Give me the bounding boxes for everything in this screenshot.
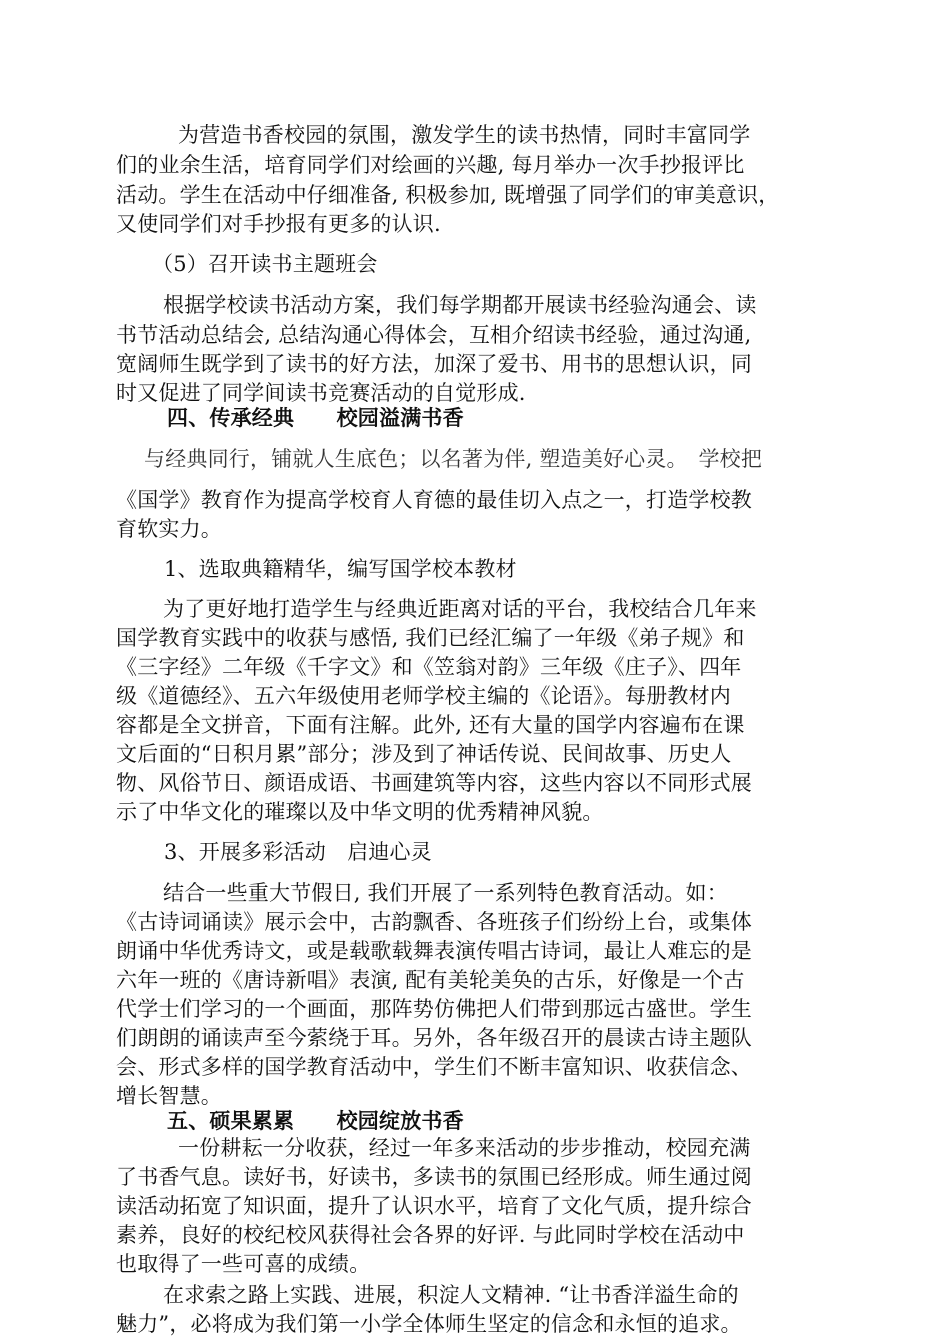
paragraph-line: 容都是全文拼音，下面有注解。此外, 还有大量的国学内容遍布在课 <box>116 713 745 737</box>
paragraph-line: 们的业余生活，培育同学们对绘画的兴趣, 每月举办一次手抄报评比 <box>116 153 745 177</box>
section-subheading: 1、选取典籍精华，编写国学校本教材 <box>164 557 517 581</box>
paragraph-line: 级《道德经》、五六年级使用老师学校主编的《论语》。每册教材内 <box>116 684 731 708</box>
paragraph-line: 结合一些重大节假日, 我们开展了一系列特色教育活动。如： <box>163 881 728 905</box>
paragraph-line: 读活动拓宽了知识面，提升了认识水平，培育了文化气质，提升综合 <box>116 1194 752 1218</box>
paragraph-line: 宽阔师生既学到了读书的好方法，加深了爱书、用书的思想认识，同 <box>116 352 752 376</box>
section-subheading: （5）召开读书主题班会 <box>152 252 378 276</box>
paragraph-line: 了书香气息。读好书，好读书，多读书的氛围已经形成。师生通过阅 <box>116 1165 752 1189</box>
paragraph-line: 朗诵中华优秀诗文，或是载歌载舞表演传唱古诗词，最让人难忘的是 <box>116 939 752 963</box>
section-subheading: 3、开展多彩活动 启迪心灵 <box>164 840 432 864</box>
paragraph-line: 六年一班的《唐诗新唱》表演, 配有美轮美奂的古乐，好像是一个古 <box>116 968 745 992</box>
paragraph-line: 示了中华文化的璀璨以及中华文明的优秀精神风貌。 <box>116 800 604 824</box>
paragraph-line: 会、形式多样的国学教育活动中，学生们不断丰富知识、收获信念、 <box>116 1055 752 1079</box>
paragraph-line: 《古诗词诵读》展示会中，古韵飘香、各班孩子们纷纷上台，或集体 <box>116 910 752 934</box>
paragraph-line: 魅力”，必将成为我们第一小学全体师生坚定的信念和永恒的追求。 <box>116 1312 742 1336</box>
paragraph-line: 又使同学们对手抄报有更多的认识. <box>116 212 441 236</box>
paragraph-line: 素养，良好的校纪校风获得社会各界的好评. 与此同时学校在活动中 <box>116 1223 745 1247</box>
paragraph-line: 在求索之路上实践、进展，积淀人文精神. “让书香洋溢生命的 <box>163 1283 739 1307</box>
paragraph-line: 也取得了一些可喜的成绩。 <box>116 1252 371 1276</box>
paragraph-line: 为了更好地打造学生与经典近距离对话的平台，我校结合几年来 <box>163 597 757 621</box>
paragraph-line: 一份耕耘一分收获，经过一年多来活动的步步推动，校园充满 <box>178 1136 751 1160</box>
paragraph-line: 文后面的“日积月累”部分；涉及到了神话传说、民间故事、历史人 <box>116 742 732 766</box>
paragraph-line: 为营造书香校园的氛围，激发学生的读书热情，同时丰富同学 <box>178 123 751 147</box>
paragraph-line: 《国学》教育作为提高学校育人育德的最佳切入点之一，打造学校教 <box>116 488 752 512</box>
paragraph-line: 国学教育实践中的收获与感悟, 我们已经汇编了一年级《弟子规》和 <box>116 626 745 650</box>
paragraph-line: 活动。学生在活动中仔细准备, 积极参加, 既增强了同学们的审美意识， <box>116 183 780 207</box>
paragraph-line: 增长智慧。 <box>116 1084 222 1108</box>
paragraph-line: 时又促进了同学间读书竞赛活动的自觉形成. <box>116 381 526 405</box>
paragraph-line: 代学士们学习的一个画面，那阵势仿佛把人们带到那远古盛世。学生 <box>116 997 752 1021</box>
paragraph-line: 物、风俗节日、颜语成语、书画建筑等内容，这些内容以不同形式展 <box>116 771 752 795</box>
paragraph-line: 育软实力。 <box>116 517 222 541</box>
section-heading-five: 五、硕果累累 校园绽放书香 <box>167 1108 464 1133</box>
paragraph-line: 们朗朗的诵读声至今萦绕于耳。另外，各年级召开的晨读古诗主题队 <box>116 1026 752 1050</box>
paragraph-line: 根据学校读书活动方案，我们每学期都开展读书经验沟通会、读 <box>163 293 757 317</box>
paragraph-line: 与经典同行，铺就人生底色；以名著为伴, 塑造美好心灵。 学校把 <box>144 447 763 471</box>
paragraph-line: 书节活动总结会, 总结沟通心得体会，互相介绍读书经验，通过沟通, <box>116 323 752 347</box>
section-heading-four: 四、传承经典 校园溢满书香 <box>167 405 464 430</box>
paragraph-line: 《三字经》二年级《千字文》和《笠翁对韵》三年级《庄子》、四年 <box>116 655 742 679</box>
